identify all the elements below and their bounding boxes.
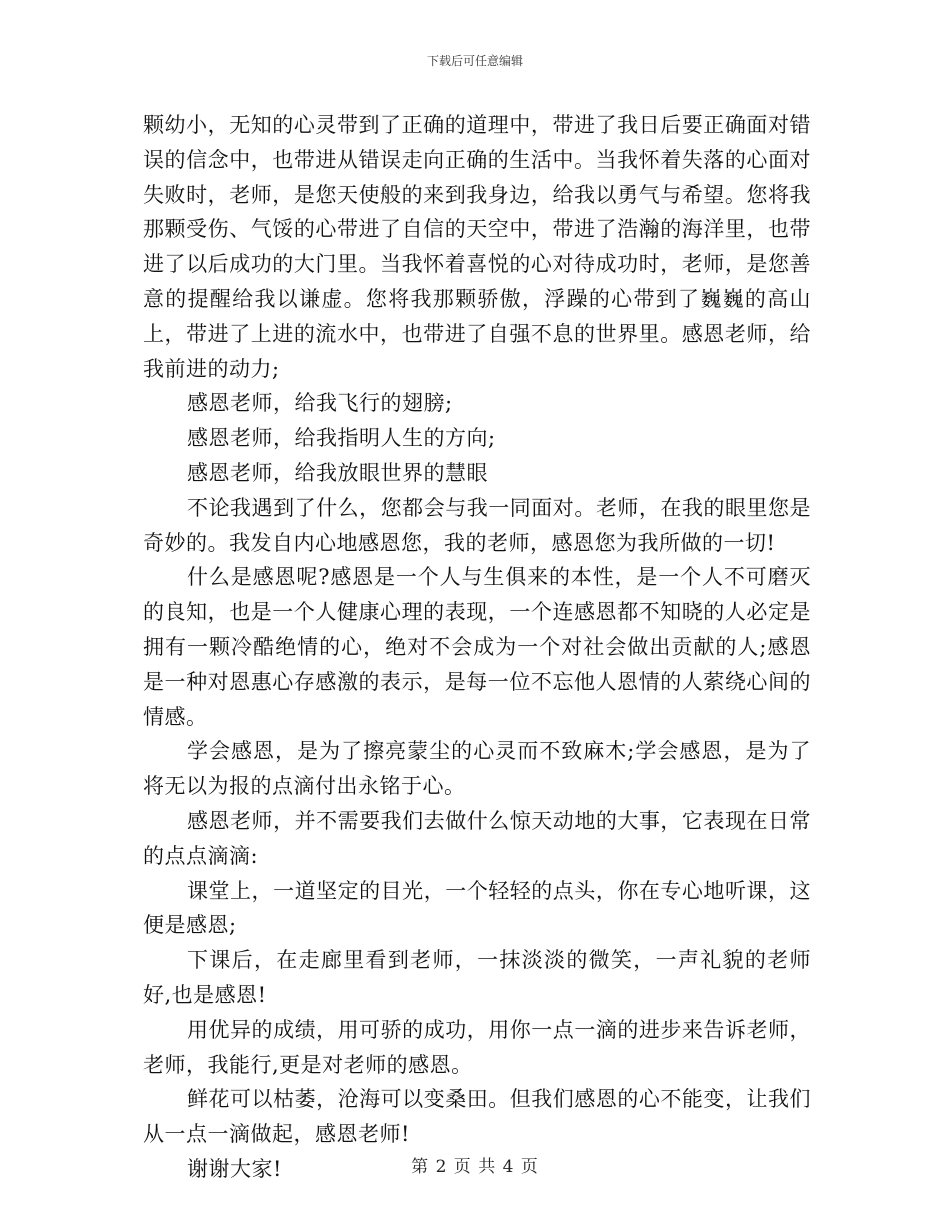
paragraph: 不论我遇到了什么，您都会与我一同面对。老师，在我的眼里您是奇妙的。我发自内心地感恩您，我的老师，感恩您为我所做的一切! [143,495,811,555]
paragraph: 谢谢大家! [187,1156,282,1181]
paragraph: 颗幼小，无知的心灵带到了正确的道理中，带进了我日后要正确面对错误的信念中，也带进从错误走向正确的生活中。当我怀着失落的心面对失败时，老师，是您天使般的来到我身边，给我以勇气与希望。您将我那颗受伤、气馁的心带进了自信的天空中，带进了浩瀚的海洋里，也带进了以后成功的大门里。当我怀着喜悦的心对待成功时，老师，是您善意的提醒给我以谦虚。您将我那颗骄傲，浮躁的心带到了巍巍的高山上，带进了上进的流水中，也带进了自强不息的世界里。感恩老师，给我前进的动力; [143,113,811,381]
paragraph: 什么是感恩呢?感恩是一个人与生俱来的本性，是一个人不可磨灭的良知，也是一个人健康心理的表现，一个连感恩都不知晓的人必定是拥有一颗冷酷绝情的心，绝对不会成为一个对社会做出贡献的人;感恩是一种对恩惠心存感激的表示，是每一位不忘他人恩情的人萦绕心间的情感。 [143,565,811,729]
page-header: 下载后可任意编辑 [426,54,523,68]
paragraph: 感恩老师，给我指明人生的方向; [187,426,496,451]
paragraph: 下课后，在走廊里看到老师，一抹淡淡的微笑，一声礼貌的老师好,也是感恩! [143,948,811,1007]
paragraph: 感恩老师，并不需要我们去做什么惊天动地的大事，它表现在日常的点点滴滴: [143,808,811,868]
paragraph: 用优异的成绩，用可骄的成功，用你一点一滴的进步来告诉老师，老师，我能行,更是对老师的感恩。 [143,1017,811,1077]
paragraph: 学会感恩，是为了擦亮蒙尘的心灵而不致麻木;学会感恩，是为了将无以为报的点滴付出永铭于心。 [143,739,811,799]
paragraph: 鲜花可以枯萎，沧海可以变桑田。但我们感恩的心不能变，让我们从一点一滴做起，感恩老师! [143,1087,811,1147]
paragraph: 感恩老师，给我放眼世界的慧眼 [187,460,488,485]
paragraph: 课堂上，一道坚定的目光，一个轻轻的点头，你在专心地听课，这便是感恩; [143,878,811,938]
page-number-footer: 第 2 页 共 4 页 [411,1157,539,1177]
document-body [143,108,811,1187]
paragraph: 感恩老师，给我飞行的翅膀; [187,391,453,416]
